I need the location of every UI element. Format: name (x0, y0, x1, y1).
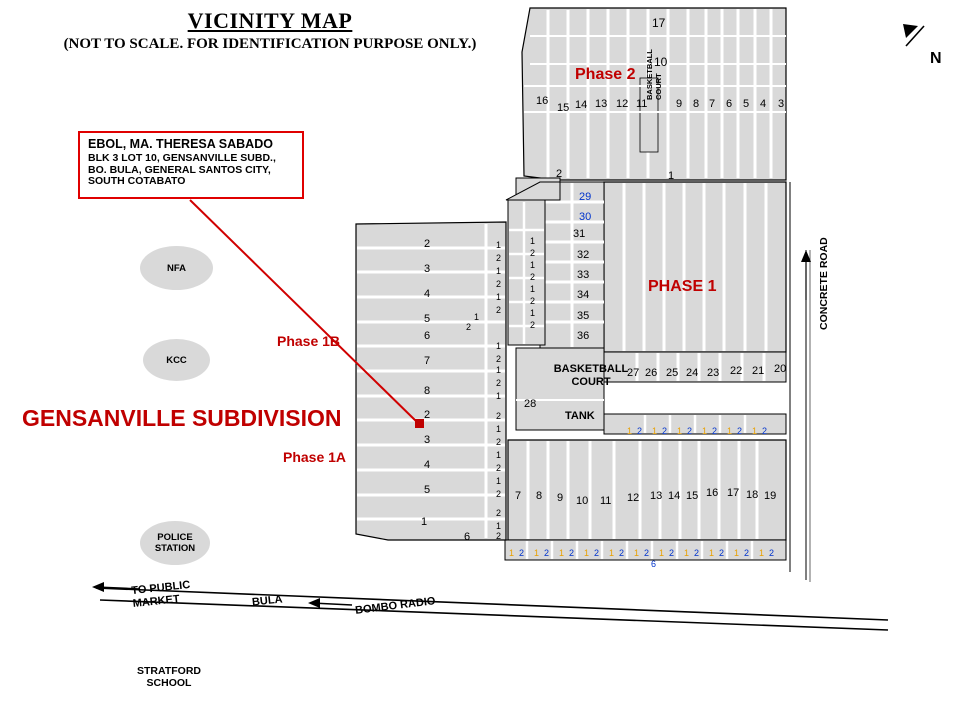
lot-number: 1 (752, 426, 758, 436)
road-market-line2: MARKET (132, 593, 181, 611)
phase1b-number: 2 (424, 409, 431, 421)
phase1b-lot-number: 1 (496, 450, 502, 460)
lot-number: 2 (619, 548, 625, 558)
lot-number: 1 (509, 548, 515, 558)
phase1b-lot-number: 2 (530, 272, 536, 282)
lot-number: 1 (727, 426, 733, 436)
lot-number: 1 (709, 548, 715, 558)
lot-number: 1 (634, 548, 640, 558)
phase1-number: 8 (536, 490, 543, 502)
phase2-number: 8 (693, 98, 700, 110)
phase2-number: 3 (778, 98, 785, 110)
landmark-police-label-line1: POLICE (157, 532, 193, 543)
phase1-number: 26 (645, 367, 658, 379)
phase1-number: 9 (557, 492, 564, 504)
phase2-number: 7 (709, 98, 716, 110)
phase1-number: 27 (627, 367, 640, 379)
concrete-road-label: CONCRETE ROAD (818, 237, 830, 330)
phase1b-number: 2 (424, 238, 431, 250)
lot-number: 2 (712, 426, 718, 436)
subdivision-title: GENSANVILLE SUBDIVISION (22, 405, 342, 431)
landmark-stratford-line2: SCHOOL (146, 677, 192, 689)
lot-number: 2 (519, 548, 525, 558)
basketball-court-line2: COURT (571, 376, 611, 388)
phase1-number: 35 (577, 310, 590, 322)
phase1b-number: 3 (424, 434, 431, 446)
phase1-number: 14 (668, 490, 681, 502)
phase1-number: 16 (706, 487, 719, 499)
phase1-number: 22 (730, 365, 743, 377)
phase2-number: 5 (743, 98, 750, 110)
phase2-number: 6 (726, 98, 733, 110)
phase1b-lot-number: 2 (530, 296, 536, 306)
phase1b-number: 5 (424, 484, 431, 496)
basketball-court-line1: BASKETBALL (553, 363, 629, 375)
owner-address: BLK 3 LOT 10, GENSANVILLE SUBD., BO. BULA, GENERAL SANTOS CITY, SOUTH COTABATO (88, 152, 276, 187)
phase1-number: 34 (577, 289, 590, 301)
page-title: VICINITY MAP (187, 8, 353, 33)
lot-number: 2 (662, 426, 668, 436)
phase1-number: 10 (576, 495, 589, 507)
phase1b-lot-number: 2 (530, 248, 536, 258)
lot-number: 2 (737, 426, 743, 436)
lot-number: 2 (544, 548, 550, 558)
phase-2-label: Phase 2 (575, 66, 636, 83)
phase1b-lot-number: 2 (496, 378, 502, 388)
phase1b-lot-number: 1 (530, 308, 536, 318)
phase1b-lot-number: 2 (496, 489, 502, 499)
phase1b-lot-number: 2 (496, 305, 502, 315)
lot-number: 6 (651, 559, 657, 569)
phase1b-number: 6 (424, 330, 431, 342)
phase1b-lot-number: 2 (496, 531, 502, 541)
phase1-number: 18 (746, 489, 759, 501)
lot-number: 2 (719, 548, 725, 558)
phase1b-lot-number: 2 (496, 437, 502, 447)
phase1-number: 12 (627, 492, 640, 504)
phase1b-lot-number: 2 (496, 463, 502, 473)
lot-number: 1 (702, 426, 708, 436)
lot-number: 2 (744, 548, 750, 558)
phase1b-lot-number: 2 (530, 320, 536, 330)
tank-label: TANK (565, 410, 595, 422)
landmark-kcc-label: KCC (166, 354, 187, 366)
page-subtitle: (NOT TO SCALE. FOR IDENTIFICATION PURPOSE ONLY.) (63, 36, 477, 52)
lot-number: 2 (644, 548, 650, 558)
phase1b-lot-number: 1 (496, 240, 502, 250)
phase2-number: 11 (636, 98, 648, 110)
phase1b-number: 5 (424, 313, 431, 325)
lot-number: 2 (637, 426, 643, 436)
phase2-number: 10 (654, 55, 668, 69)
lot-number: 1 (759, 548, 765, 558)
phase1b-lot-number: 2 (496, 253, 502, 263)
phase2-bcourt-line1: BASKETBALL (645, 49, 654, 100)
phase1-number: 24 (686, 367, 699, 379)
phase1-number: 25 (666, 367, 679, 379)
phase2-number: 13 (595, 98, 608, 110)
phase1b-number: 3 (424, 263, 431, 275)
phase1b-number: 7 (424, 355, 431, 367)
phase1b-lot-number: 2 (496, 411, 502, 421)
phase1b-lot-number: 1 (496, 292, 502, 302)
phase1-number: 36 (577, 330, 590, 342)
phase-1-label: PHASE 1 (648, 278, 717, 295)
phase1b-lot-number: 1 (496, 521, 502, 531)
lot-number: 2 (687, 426, 693, 436)
phase1b-lot-number: 1 (474, 312, 480, 322)
lot-number: 2 (594, 548, 600, 558)
phase2-number: 12 (616, 98, 629, 110)
phase2-number: 14 (575, 99, 588, 111)
phase1b-number: 4 (424, 459, 431, 471)
phase1-number: 20 (774, 363, 787, 375)
phase1b-lot-number: 1 (530, 236, 536, 246)
north-label: N (930, 50, 942, 67)
phase1-number: 30 (579, 211, 592, 223)
phase2-number: 17 (652, 16, 666, 30)
road-bombo-radio-label: BOMBO RADIO (354, 595, 437, 617)
phase1-number: 33 (577, 269, 590, 281)
phase1-number: 32 (577, 249, 590, 261)
phase1-number: 11 (600, 495, 612, 507)
phase2-bcourt-line2: COURT (654, 73, 663, 100)
phase1b-lot-number: 1 (496, 391, 502, 401)
lot-number: 1 (584, 548, 590, 558)
lot-number: 2 (569, 548, 575, 558)
phase2-number: 16 (536, 95, 549, 107)
phase1b-lot-number: 1 (496, 424, 502, 434)
lot-number: 1 (559, 548, 565, 558)
lot-number: 1 (627, 426, 633, 436)
owner-name: EBOL, MA. THERESA SABADO (88, 137, 273, 151)
lot-number: 1 (652, 426, 658, 436)
phase2-number: 2 (556, 168, 563, 180)
phase1b-lot-number: 1 (496, 365, 502, 375)
lot-number: 1 (659, 548, 665, 558)
lot-number: 1 (609, 548, 615, 558)
phase1-number: 19 (764, 490, 777, 502)
phase1b-lot-number: 2 (496, 279, 502, 289)
phase1-number: 31 (573, 228, 586, 240)
lot-number: 1 (677, 426, 683, 436)
phase1-number: 29 (579, 191, 592, 203)
phase2-number: 9 (676, 98, 683, 110)
phase1-number: 17 (727, 487, 740, 499)
phase1-number: 28 (524, 398, 537, 410)
road-market-line1: TO PUBLIC (130, 578, 191, 598)
landmark-stratford-line1: STRATFORD (137, 665, 201, 677)
phase1b-lot-number: 1 (530, 284, 536, 294)
phase1b-lot-number: 1 (496, 476, 502, 486)
landmark-police-label-line2: STATION (154, 543, 196, 554)
phase1b-lot-number: 1 (530, 260, 536, 270)
phase1-number: 21 (752, 365, 765, 377)
landmark-nfa-label: NFA (167, 262, 186, 274)
phase1b-number: 4 (424, 288, 431, 300)
phase2-number: 4 (760, 98, 767, 110)
phase1-number: 23 (707, 367, 720, 379)
phase1b-lot-number: 1 (496, 266, 502, 276)
lot-number: 1 (534, 548, 540, 558)
phase1b-number: 1 (421, 516, 428, 528)
phase1b-lot-number: 1 (496, 341, 502, 351)
lot-number: 2 (669, 548, 675, 558)
lot-number: 1 (734, 548, 740, 558)
lot-number: 2 (694, 548, 700, 558)
lot-number: 2 (762, 426, 768, 436)
phase-1a-label: Phase 1A (283, 449, 347, 465)
phase1b-number: 6 (464, 531, 471, 543)
phase2-number: 15 (557, 102, 570, 114)
phase1b-lot-number: 2 (496, 508, 502, 518)
phase1-number: 7 (515, 490, 522, 502)
phase2-number: 1 (668, 170, 675, 182)
lot-number: 2 (769, 548, 775, 558)
phase1b-lot-number: 2 (496, 354, 502, 364)
phase1b-number: 8 (424, 385, 431, 397)
road-bula-label: BULA (251, 593, 284, 609)
phase1-number: 15 (686, 490, 699, 502)
lot-number: 1 (684, 548, 690, 558)
phase1b-lot-number: 2 (466, 322, 472, 332)
phase-1b-label: Phase 1B (277, 333, 341, 349)
phase1-number: 13 (650, 490, 663, 502)
